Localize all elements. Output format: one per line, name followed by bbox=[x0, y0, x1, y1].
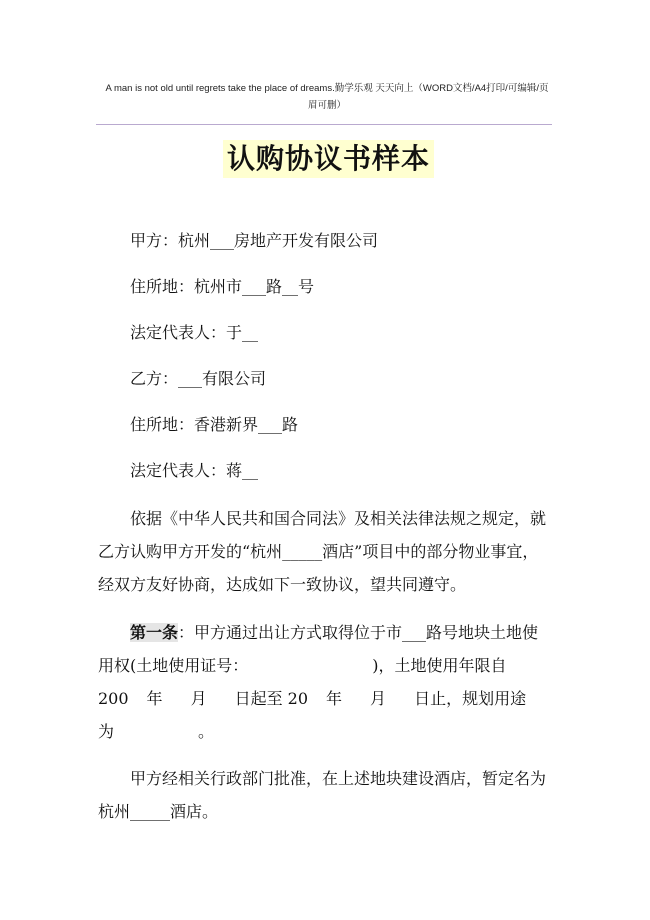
paragraph-2-line-2: 杭州_____酒店。 bbox=[98, 802, 219, 821]
article-1-line-4 bbox=[98, 717, 556, 746]
start-year-prefix: 200 bbox=[98, 689, 129, 708]
document-title: 认购协议书样本 bbox=[223, 140, 434, 178]
land-term-label: )，土地使用年限自 bbox=[372, 656, 507, 675]
party-b: 乙方：___有限公司 bbox=[130, 369, 267, 388]
start-month-unit: 月 bbox=[190, 689, 207, 708]
end-day-usage: 日止，规划用途 bbox=[414, 689, 527, 708]
header-divider bbox=[96, 124, 552, 125]
intro-line-2: 乙方认购甲方开发的“杭州_____酒店”项目中的部分物业事宜， bbox=[98, 542, 539, 561]
start-day-to: 日起至 20 bbox=[234, 689, 309, 708]
article-1-line-1-text: ：甲方通过出让方式取得位于市___路号地块土地使 bbox=[178, 623, 539, 642]
land-cert-label: 用权(土地使用证号： bbox=[98, 656, 249, 675]
party-a: 甲方：杭州___房地产开发有限公司 bbox=[130, 231, 379, 250]
paragraph-2-line-1: 甲方经相关行政部门批准，在上述地块建设酒店，暂定名为 bbox=[130, 769, 547, 788]
party-b-representative: 法定代表人：蒋__ bbox=[130, 461, 259, 480]
article-1-line-1 bbox=[98, 618, 588, 647]
usage-period: 。 bbox=[198, 722, 215, 741]
party-a-address: 住所地：杭州市___路__号 bbox=[130, 277, 315, 296]
page-header bbox=[96, 80, 558, 114]
header-line-1: A man is not old until regrets take the place of dreams.勤学乐观 天天向上（WORD文档/A4打印/可编辑/页 bbox=[105, 83, 549, 94]
article-1-line-2 bbox=[98, 651, 556, 680]
end-year-unit: 年 bbox=[326, 689, 343, 708]
article-1-line-3 bbox=[98, 684, 556, 713]
intro-line-1: 依据《中华人民共和国合同法》及相关法律法规之规定，就 bbox=[130, 509, 547, 528]
start-year-unit: 年 bbox=[146, 689, 163, 708]
article-1-label: 第一条 bbox=[130, 623, 179, 642]
intro-line-3: 经双方友好协商，达成如下一致协议，望共同遵守。 bbox=[98, 575, 467, 594]
end-month-unit: 月 bbox=[370, 689, 387, 708]
party-b-address: 住所地：香港新界___路 bbox=[130, 415, 299, 434]
party-a-representative: 法定代表人：于__ bbox=[130, 323, 259, 342]
header-line-2: 眉可删） bbox=[307, 100, 346, 111]
usage-label: 为 bbox=[98, 722, 115, 741]
